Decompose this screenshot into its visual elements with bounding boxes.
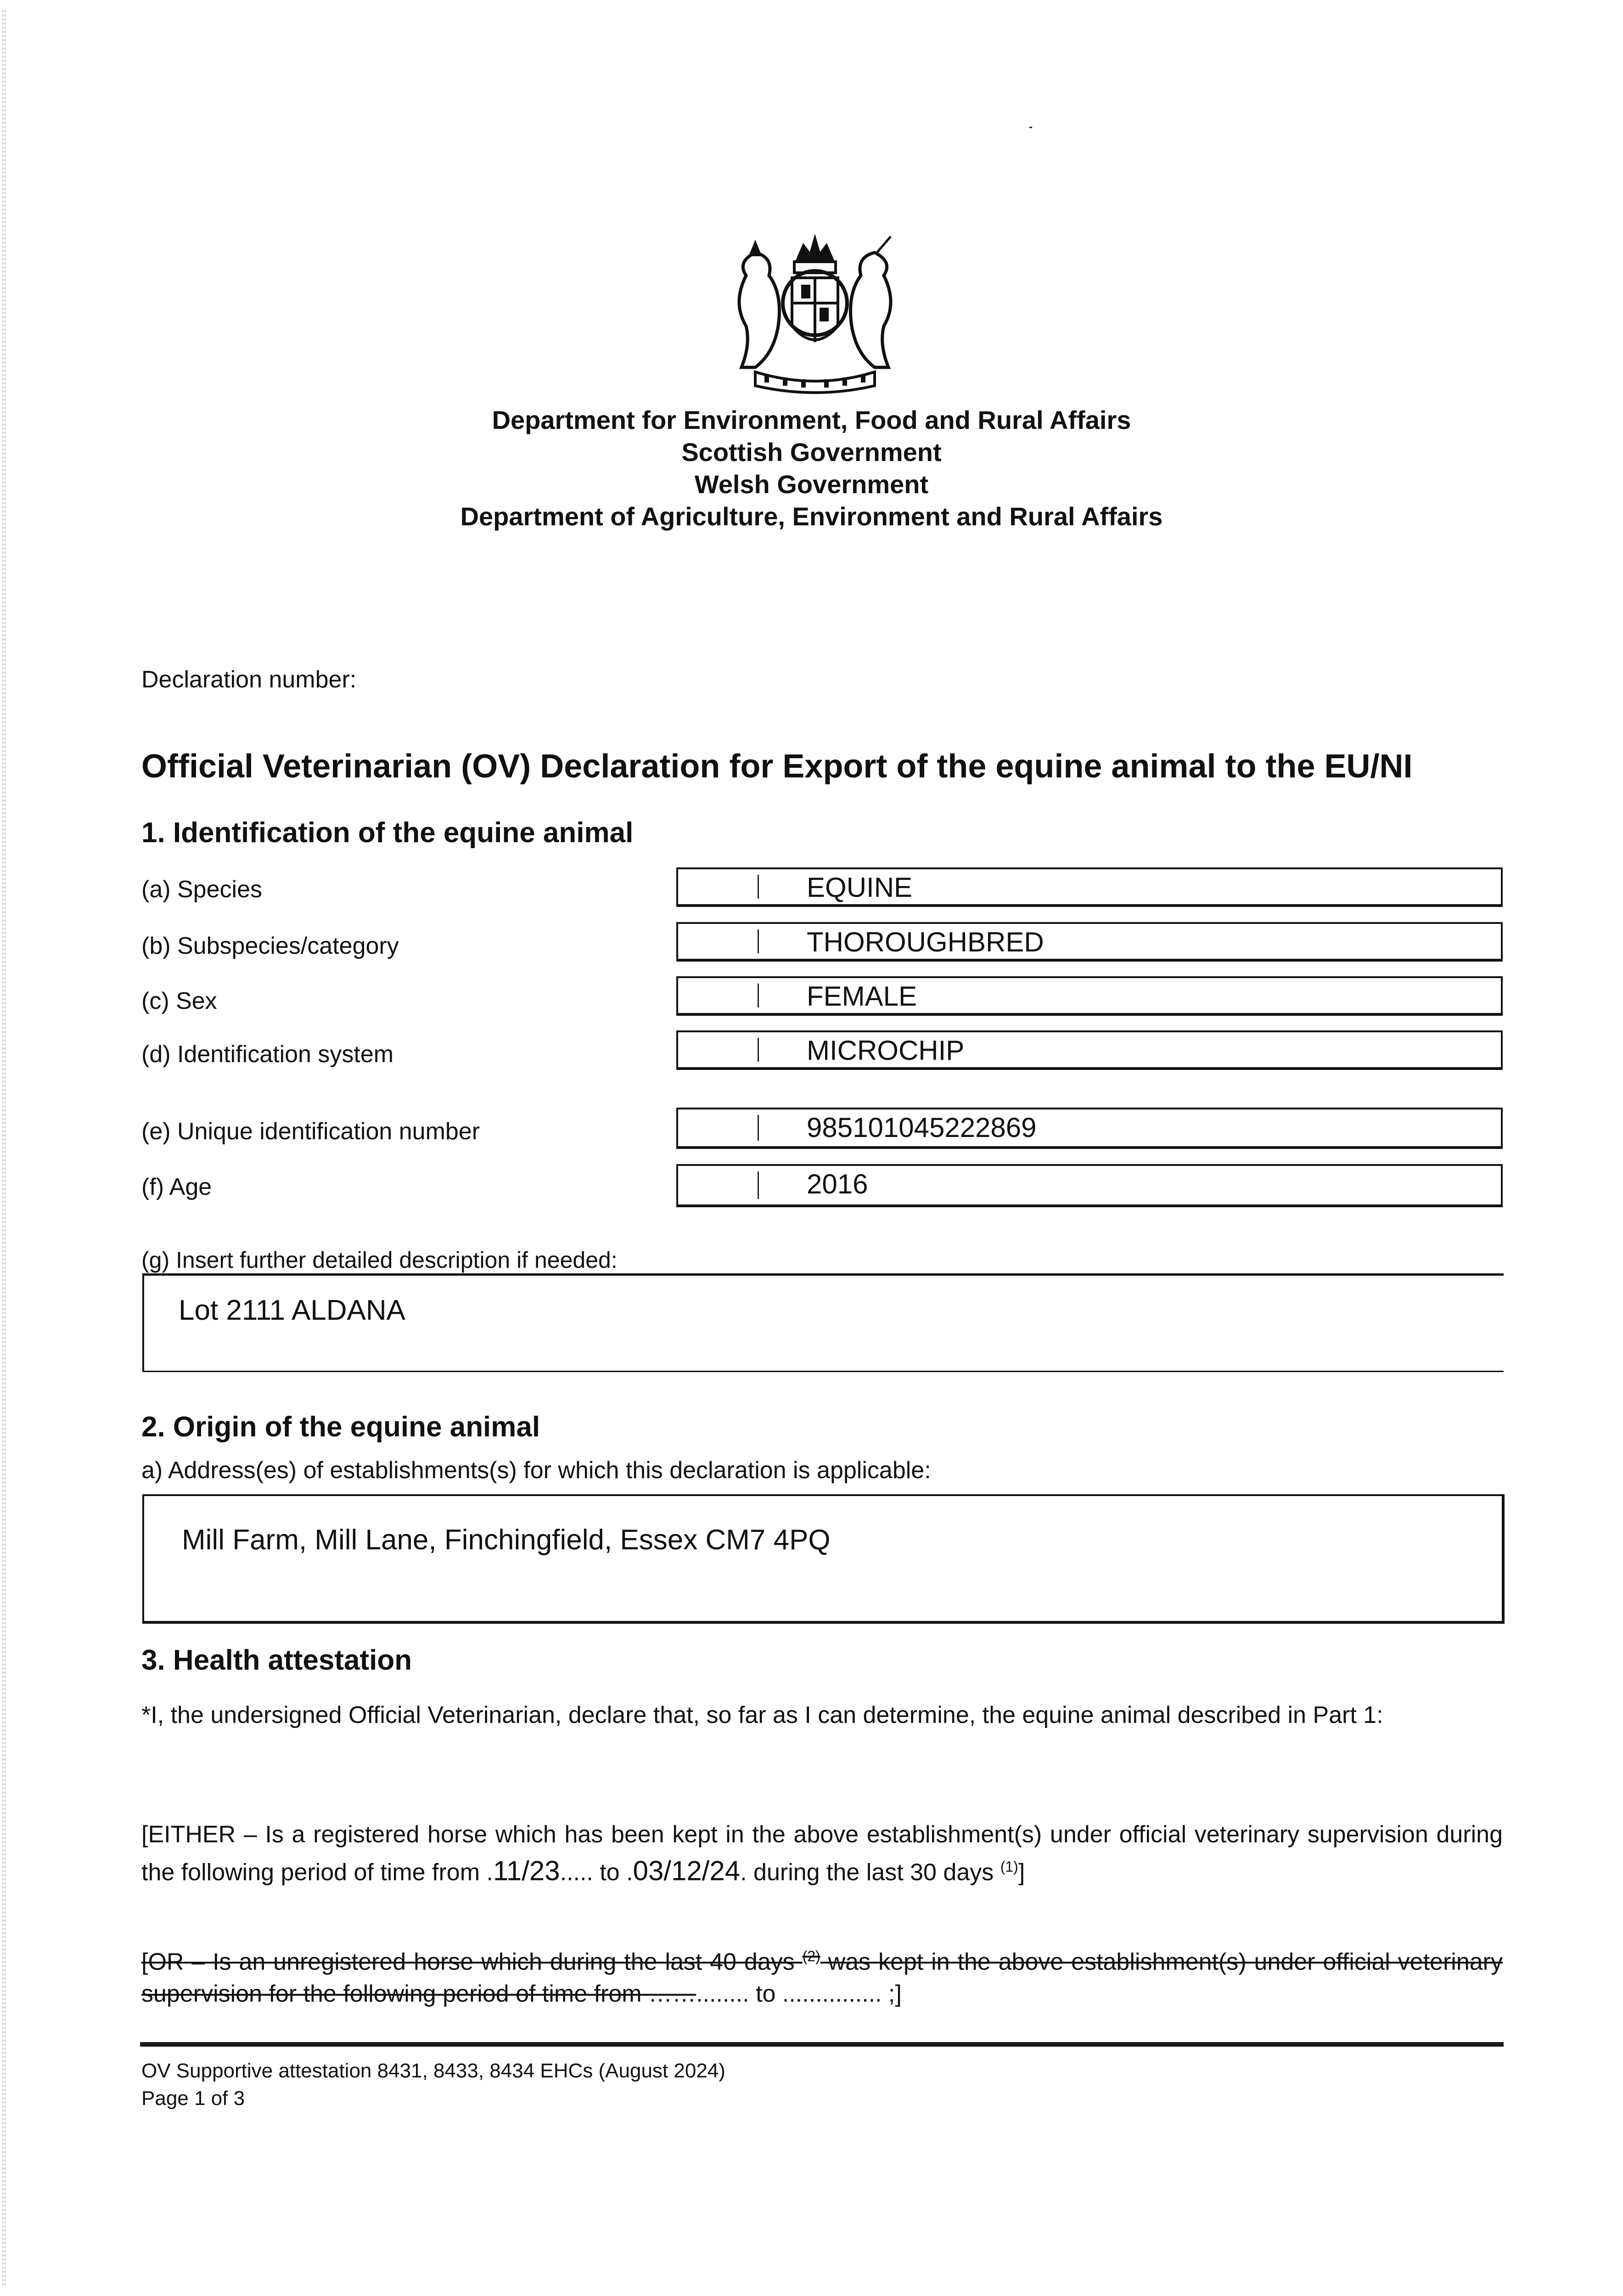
- or-struck-text: was kept in the above establishment(s) under official veterinary supervision for the following period of time from: [141, 1948, 1503, 2008]
- sex-field[interactable]: [676, 976, 1503, 1016]
- field-label: (f) Age: [141, 1174, 212, 1200]
- either-text: ..... to: [560, 1859, 627, 1886]
- field-value: MICROCHIP: [807, 1035, 965, 1066]
- to-date: 03/12/24: [633, 1855, 741, 1886]
- page-number: Page 1 of 3: [141, 2087, 245, 2110]
- org-defra: Department for Environment, Food and Rural Affairs: [492, 405, 1131, 434]
- section-1-heading: 1. Identification of the equine animal: [141, 817, 634, 849]
- field-divider: [758, 875, 759, 899]
- field-label: (e) Unique identification number: [141, 1118, 480, 1145]
- or-clause-struck: [141, 1940, 1503, 2010]
- org-scottish-government: Scottish Government: [681, 438, 942, 467]
- unique-id-field[interactable]: [676, 1108, 1503, 1149]
- footer-reference: OV Supportive attestation 8431, 8433, 8434 EHCs (August 2024): [141, 2060, 725, 2082]
- declaration-number: [141, 666, 356, 693]
- field-divider: [758, 1038, 759, 1062]
- declaration-number-label: Declaration number:: [141, 666, 357, 693]
- subspecies-field[interactable]: [676, 922, 1503, 962]
- footnote-1: (1): [1000, 1858, 1018, 1875]
- health-attestation-intro: *I, the undersigned Official Veterinarian, declare that, so far as I can determine, the equine animal described in Part 1:: [141, 1702, 1383, 1728]
- species-field[interactable]: [676, 867, 1503, 907]
- identification-system-field[interactable]: [676, 1030, 1503, 1070]
- description-field[interactable]: [142, 1273, 1504, 1372]
- description-value: Lot 2111 ALDANA: [179, 1294, 406, 1326]
- footnote-2: (2): [802, 1948, 820, 1964]
- issuing-organisations: [0, 404, 1623, 533]
- address-value: Mill Farm, Mill Lane, Finchingfield, Essex CM7 4PQ: [182, 1524, 831, 1556]
- org-daera: Department of Agriculture, Environment and Rural Affairs: [460, 502, 1163, 531]
- field-label: (d) Identification system: [141, 1041, 394, 1068]
- field-value: FEMALE: [807, 981, 917, 1012]
- either-clause: [141, 1818, 1503, 1888]
- from-date: 11/23: [493, 1855, 560, 1886]
- scan-edge-artifact: [2, 9, 6, 2287]
- field-label: (c) Sex: [141, 988, 217, 1014]
- address-label: a) Address(es) of establishments(s) for which this declaration is applicable:: [141, 1457, 931, 1484]
- field-value: 2016: [807, 1169, 868, 1199]
- dot-leader: .: [626, 1859, 633, 1886]
- or-struck-text: [OR – Is an unregistered horse which during the last 40 days: [141, 1948, 803, 1975]
- scan-speck: [1029, 127, 1032, 128]
- section-2-heading: 2. Origin of the equine animal: [141, 1411, 540, 1443]
- document-title: Official Veterinarian (OV) Declaration for Export of the equine animal to the EU/NI: [141, 748, 1413, 785]
- field-divider: [758, 929, 759, 953]
- org-welsh-government: Welsh Government: [694, 470, 929, 499]
- field-label: (b) Subspecies/category: [141, 933, 399, 959]
- footer-divider: [140, 2042, 1504, 2047]
- either-text: . during the last 30 days: [740, 1859, 1000, 1886]
- address-field[interactable]: [142, 1494, 1505, 1624]
- section-3-heading: 3. Health attestation: [141, 1644, 412, 1676]
- either-text: ]: [1018, 1859, 1025, 1886]
- field-value: 985101045222869: [807, 1112, 1037, 1143]
- either-text: [EITHER – Is a registered horse which has been kept in the above establishment(s) under official veterinary supervision during the following period of time from: [141, 1821, 1503, 1886]
- age-field[interactable]: [676, 1164, 1503, 1207]
- or-struck-dots: ……: [648, 1981, 696, 2008]
- dot-leader: .: [486, 1859, 493, 1886]
- field-divider: [758, 1171, 759, 1199]
- field-value: EQUINE: [807, 872, 913, 903]
- field-divider: [758, 1115, 759, 1141]
- royal-coat-of-arms-icon: [719, 234, 911, 400]
- field-divider: [758, 984, 759, 1007]
- field-label: (a) Species: [141, 876, 262, 903]
- or-remaining-text: ........ to ............... ;]: [696, 1981, 902, 2008]
- description-label: (g) Insert further detailed description if needed:: [141, 1247, 618, 1273]
- field-value: THOROUGHBRED: [807, 927, 1044, 957]
